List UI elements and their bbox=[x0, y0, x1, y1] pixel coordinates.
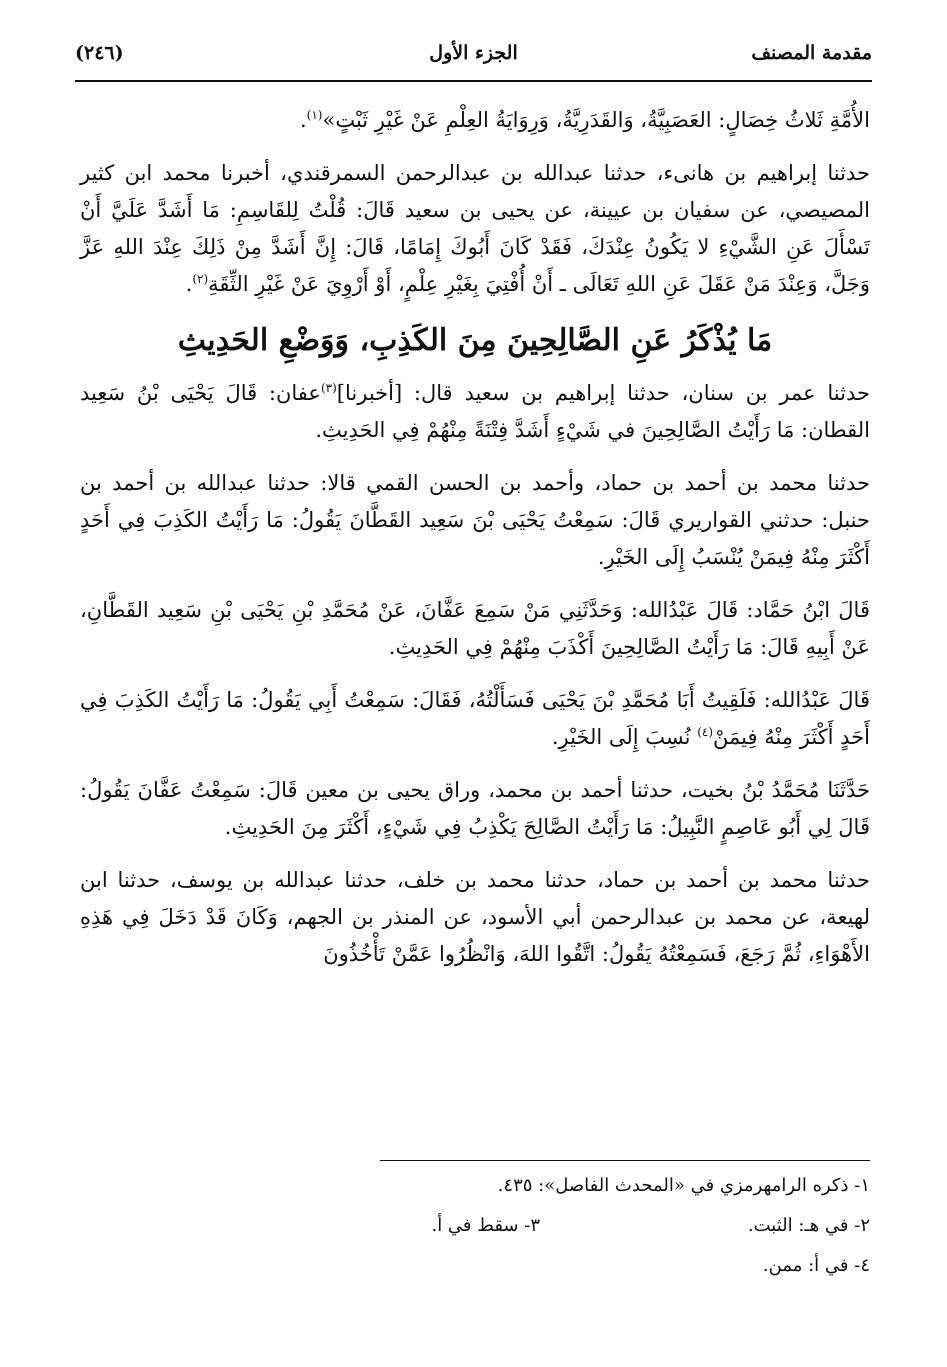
footnote-4: ٤- في أ: ممن. bbox=[762, 1255, 870, 1276]
paragraph bbox=[80, 102, 870, 139]
page-header bbox=[75, 38, 872, 78]
footnote-2: ٢- في هـ: الثبت. bbox=[747, 1215, 870, 1236]
section-heading: مَا يُذْكَرُ عَنِ الصَّالِحِينَ مِنَ الكَذِبِ، وَوَضْعِ الحَدِيثِ bbox=[177, 323, 773, 358]
paragraph-text: حدثنا محمد بن أحمد بن حماد، حدثنا محمد بن خلف، حدثنا عبدالله بن يوسف، حدثنا ابن لهيعة، عن محمد بن عبدالرحمن أبي الأسود، عن المنذر بن الجهم، وَكَانَ قَدْ دَخَلَ فِي هَذِهِ الأَهْوَاءِ، ثُمَّ رَجَعَ، فَسَمِعْتُهُ يَقُولُ: اتَّقُوا اللهَ، وَانْظُرُوا عَمَّنْ تَأْخُذُونَ bbox=[80, 868, 870, 966]
paragraph-tail: . bbox=[185, 272, 193, 296]
section-title: مقدمة المصنف bbox=[751, 42, 872, 64]
paragraph-tail: . bbox=[299, 108, 307, 132]
paragraph-text: حَدَّثَنَا مُحَمَّدُ بْنُ بخيت، حدثنا أحمد بن محمد، وراق يحيى بن معين قَالَ: سَمِعْتُ عَفَّانَ يَقُولُ: قَالَ لِي أَبُو عَاصِمٍ النَّبِيلُ: مَا رَأَيْتُ الصَّالِحَ يَكْذِبُ فِي شَيْءٍ، أَكْثَرَ مِنَ الحَدِيثِ. bbox=[80, 778, 870, 839]
paragraph-text: قَالَ عَبْدُالله: فَلَقِيتُ أَبَا مُحَمَّدِ بْنَ يَحْيَى فَسَأَلْتُهُ، فَقَالَ: سَمِعْتُ أَبِي يَقُولُ: مَا رَأَيْتُ الكَذِبَ فِي أَحَدٍ أَكْثَرَ مِنْهُ فِيمَنْ bbox=[80, 688, 870, 749]
paragraph bbox=[80, 592, 870, 666]
footnote-ref: (٢) bbox=[192, 272, 209, 286]
volume-title: الجزء الأول bbox=[429, 42, 518, 64]
paragraph bbox=[80, 155, 870, 303]
footnote-ref: (١) bbox=[306, 108, 323, 122]
footnote-ref: (٤) bbox=[697, 725, 714, 739]
paragraph-tail: نُسِبَ إِلَى الخَيْرِ. bbox=[551, 725, 691, 749]
page-number: (٢٤٦) bbox=[75, 42, 124, 64]
paragraph-text: الأُمَّةِ ثَلاثُ خِصَالٍ: العَصَبِيَّةُ، وَالقَدَرِيَّةُ، وَرِوَايَةُ العِلْمِ عَنْ غَيْرِ ثَبْتٍ» bbox=[322, 108, 870, 132]
paragraph bbox=[80, 465, 870, 576]
paragraph-text: حدثنا إبراهيم بن هانىء، حدثنا عبدالله بن عبدالرحمن السمرقندي، أخبرنا محمد ابن كثير المصيصي، عن سفيان بن عيينة، عن يحيى بن سعيد قَالَ: قُلْتُ لِلقَاسِمِ: مَا أَشَدَّ عَلَيَّ أَنْ تَسْأَلَ عَنِ الشَّيْءِ لا يَكُونُ عِنْدَكَ، فَقَدْ كَانَ أَبُوكَ إِمَامًا، قَالَ: إِنَّ أَشَدَّ مِنْ ذَلِكَ عِنْدَ اللهِ عَزَّ وَجَلَّ، وَعِنْدَ مَنْ عَقَلَ عَنِ اللهِ تَعَالَى ـ أَنْ أُفْتِيَ بِغَيْرِ عِلْمٍ، أَوْ أَرْوِيَ عَنْ غَيْرِ الثِّقَةِ bbox=[80, 161, 870, 296]
footnote-divider bbox=[380, 1160, 870, 1161]
paragraph-text: حدثنا عمر بن سنان، حدثنا إبراهيم بن سعيد قال: [أخبرنا] bbox=[336, 381, 870, 405]
paragraph-text: حدثنا محمد بن أحمد بن حماد، وأحمد بن الحسن القمي قالا: حدثنا عبدالله بن أحمد بن حنبل: حدثني القواريري قَالَ: سَمِعْتُ يَحْيَى بْنَ سَعِيد القَطَّانَ يَقُولُ: مَا رَأَيْتُ الكَذِبَ فِي أَحَدٍ أَكْثَرَ مِنْهُ فِيمَنْ يُنْسَبُ إِلَى الخَيْرِ. bbox=[80, 471, 870, 569]
footnote-ref: (٣) bbox=[320, 381, 337, 395]
paragraph bbox=[80, 862, 870, 973]
paragraph bbox=[80, 375, 870, 449]
paragraph bbox=[80, 772, 870, 846]
paragraph-text: قَالَ ابْنُ حَمَّاد: قَالَ عَبْدُالله: وَحَدَّثَنِي مَنْ سَمِعَ عَفَّانَ، عَنْ مُحَمَّدِ بْنِ يَحْيَى بْنِ سَعِيد القَطَّانِ، عَنْ أَبِيهِ قَالَ: مَا رَأَيْتُ الصَّالِحِينَ أَكْذَبَ مِنْهُمْ فِي الحَدِيثِ. bbox=[80, 598, 870, 659]
footnote-3: ٣- سقط في أ. bbox=[431, 1215, 540, 1236]
paragraph bbox=[80, 682, 870, 756]
footnote-1: ١- ذكره الرامهرمزي في «المحدث الفاصل»: ٤٣٥. bbox=[497, 1175, 870, 1196]
header-divider bbox=[75, 80, 872, 82]
paragraph-tail: عفان: قَالَ يَحْيَى بْنُ سَعِيد القطان: مَا رَأَيْتُ الصَّالِحِينَ في شَيْءٍ أَشَدَّ فِتْنَةً مِنْهُمْ فِي الحَدِيثِ. bbox=[80, 381, 870, 442]
page-body bbox=[80, 102, 870, 989]
